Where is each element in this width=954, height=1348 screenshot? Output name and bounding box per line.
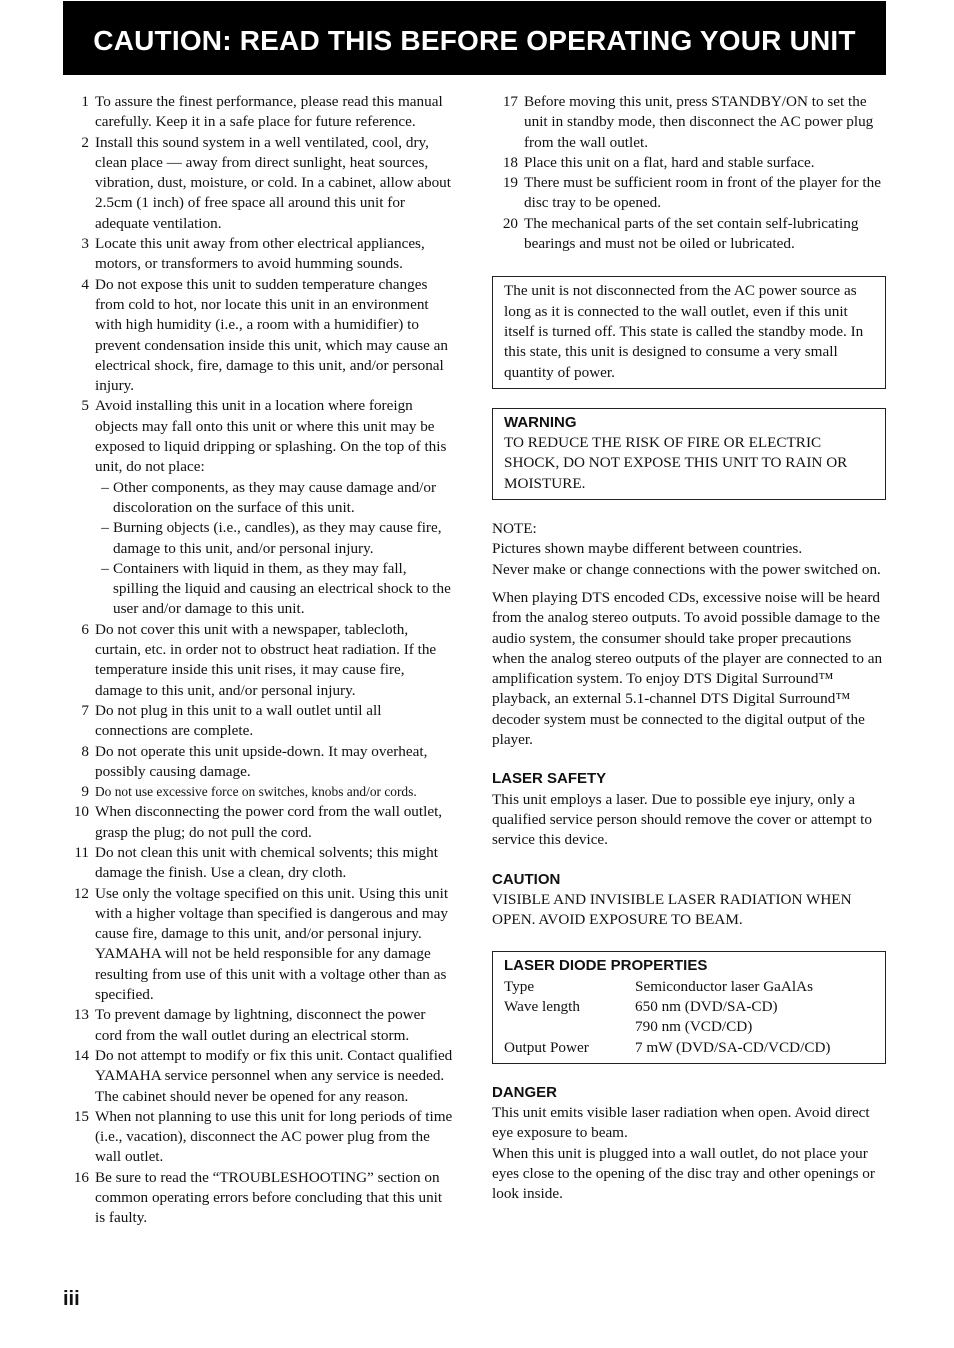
item-text: Install this sound system in a well ventilated, cool, dry, clean place — away from direct sunlight, heat sources, vibration, dust, moisture, or cold. In a cabinet, allow about 2.5cm (1 inch) of free space all around this unit for adequate ventilation. [95,133,451,232]
dash: – [101,559,109,577]
item-text: Do not clean this unit with chemical solvents; this might damage the finish. Use a clean, dry cloth. [95,843,438,882]
item-number: 2 [81,133,89,151]
list-item [492,153,886,173]
list-item [63,884,455,1006]
item-text: To assure the finest performance, please read this manual carefully. Keep it in a safe place for future reference. [95,93,443,131]
note-line: Pictures shown maybe different between countries. [492,540,803,558]
item-number: 8 [81,742,89,760]
item-number: 14 [73,1046,89,1064]
item-number: 9 [81,783,89,801]
list-item [63,92,455,133]
list-item [63,1107,455,1168]
item-number: 17 [502,93,518,110]
item-text: Locate this unit away from other electrical appliances, motors, or transformers to avoid humming sounds. [95,235,425,273]
list-item [63,133,455,234]
item-number: 11 [74,843,89,861]
danger-text: When this unit is plugged into a wall outlet, do not place your eyes close to the opening of the disc tray and other openings or look inside. [492,1144,875,1203]
dash: – [101,519,109,537]
list-item [63,1046,455,1107]
item-number: 19 [502,174,518,192]
left-column [63,92,455,1229]
list-item [492,214,886,255]
list-item [63,843,455,884]
list-item [63,234,455,275]
note-line: Never make or change connections with the power switched on. [492,560,881,578]
property-value: Semiconductor laser GaAlAs [635,977,813,995]
item-number: 3 [81,235,89,253]
standby-notice-box [492,276,886,388]
danger-text: This unit emits visible laser radiation when open. Avoid direct eye exposure to beam. [492,1104,870,1142]
caution-text: VISIBLE AND INVISIBLE LASER RADIATION WHEN OPEN. AVOID EXPOSURE TO BEAM. [492,890,852,929]
sub-item-text: Other components, as they may cause damage and/or discoloration on the surface of this unit. [113,478,437,516]
danger-heading: DANGER [492,1083,558,1101]
item-number: 6 [81,620,89,638]
sub-item-text: Burning objects (i.e., candles), as they may cause fire, damage to this unit, and/or personal injury. [113,519,442,557]
laser-safety-text: This unit employs a laser. Due to possible eye injury, only a qualified service person should remove the cover or attempt to service this device. [492,790,872,849]
page-header [63,1,886,75]
item-text: When disconnecting the power cord from the wall outlet, grasp the plug; do not pull the cord. [95,803,443,841]
sub-item [97,518,455,559]
property-label [504,1017,635,1037]
item-text: Before moving this unit, press STANDBY/ON to set the unit in standby mode, then disconnect the AC power plug from the wall outlet. [524,93,874,151]
sub-list [63,478,455,620]
item-text: Place this unit on a flat, hard and stable surface. [524,153,815,171]
warning-heading: WARNING [504,413,577,431]
list-item [63,396,455,477]
item-text: Use only the voltage specified on this unit. Using this unit with a higher voltage than specified is dangerous and may cause fire, damage to this unit, and/or personal injury. YAMAHA will not be held responsible for any damage resulting from use of this unit with a voltage other than as specified. [95,884,449,1004]
laser-diode-properties-box [492,951,886,1063]
item-number: 1 [81,93,89,110]
property-label: Output Power [504,1038,589,1056]
list-item [63,1005,455,1046]
item-text: When not planning to use this unit for long periods of time (i.e., vacation), disconnect the AC power plug from the wall outlet. [95,1107,453,1166]
caution-heading: CAUTION [492,870,561,888]
property-label: Type [504,977,535,995]
item-number: 5 [81,397,89,415]
item-number: 4 [81,275,89,293]
list-item [492,92,886,153]
item-number: 15 [73,1107,89,1125]
item-text: Do not attempt to modify or fix this unit. Contact qualified YAMAHA service personnel when any service is needed. The cabinet should never be opened for any reason. [95,1046,453,1105]
sub-item-text: Containers with liquid in them, as they may fall, spilling the liquid and causing an electrical shock to the user and/or damage to this unit. [113,559,451,618]
item-number: 16 [73,1168,89,1186]
list-item [63,1168,455,1229]
item-text: The mechanical parts of the set contain self-lubricating bearings and must not be oiled or lubricated. [524,214,859,253]
sub-item [97,478,455,519]
page-title: CAUTION: READ THIS BEFORE OPERATING YOUR UNIT [93,25,856,56]
standby-notice-text: The unit is not disconnected from the AC power source as long as it is connected to the wall outlet, even if this unit itself is turned off. This state is called the standby mode. In this state, this unit is designed to consume a very small quantity of power. [504,282,864,381]
laser-diode-heading: LASER DIODE PROPERTIES [504,957,708,975]
item-text: Do not plug in this unit to a wall outlet until all connections are complete. [95,701,382,740]
property-value: 650 nm (DVD/SA-CD) [635,997,778,1015]
list-item [63,782,455,802]
property-value: 7 mW (DVD/SA-CD/VCD/CD) [635,1038,831,1056]
item-text: Avoid installing this unit in a location where foreign objects may fall onto this unit or where this unit may be exposed to liquid dripping or splashing. On the top of this unit, do not place: [95,397,447,476]
item-text: Do not operate this unit upside-down. It may overheat, possibly causing damage. [95,742,428,780]
right-column [492,92,886,1205]
property-value: 790 nm (VCD/CD) [635,1018,753,1036]
warning-box [492,408,886,500]
dts-paragraph: When playing DTS encoded CDs, excessive noise will be heard from the analog stereo outputs. To avoid possible damage to the audio system, the consumer should take proper precautions when the analog stereo outputs of the player are connected to an amplification system. To enjoy DTS Digital Surround™ playback, an external 5.1-channel DTS Digital Surround™ decoder system must be connected to the digital output of the player. [492,588,883,749]
item-number: 7 [81,701,89,719]
warning-text: TO REDUCE THE RISK OF FIRE OR ELECTRIC SHOCK, DO NOT EXPOSE THIS UNIT TO RAIN OR MOISTURE. [504,434,848,492]
laser-diode-table [504,977,874,1058]
list-item [63,802,455,843]
list-item [63,742,455,783]
item-number: 13 [73,1006,89,1024]
item-number: 12 [73,884,89,902]
dash: – [101,478,109,496]
property-label: Wave length [504,997,580,1015]
list-item [63,701,455,742]
item-text: To prevent damage by lightning, disconnect the power cord from the wall outlet during an electrical storm. [95,1006,426,1044]
sub-item [97,559,455,620]
item-text: Do not use excessive force on switches, knobs and/or cords. [95,784,417,800]
item-number: 20 [502,214,518,232]
list-item [63,620,455,701]
note-label: NOTE: [492,520,537,538]
item-number: 18 [502,153,518,171]
item-text: Be sure to read the “TROUBLESHOOTING” section on common operating errors before concluding that this unit is faulty. [95,1168,443,1227]
list-item [492,173,886,214]
item-number: 10 [73,803,89,821]
item-text: Do not expose this unit to sudden temperature changes from cold to hot, nor locate this unit in an environment with high humidity (i.e., a room with a humidifier) to prevent condensation inside this unit, which may cause an electrical shock, fire, damage to this unit, and/or personal injury. [95,275,449,395]
list-item [63,275,455,397]
item-text: There must be sufficient room in front of the player for the disc tray to be opened. [524,174,881,212]
item-text: Do not cover this unit with a newspaper, tablecloth, curtain, etc. in order not to obstruct heat radiation. If the temperature inside this unit rises, it may cause fire, damage to this unit, and/or personal injury. [95,620,437,699]
page-number: iii [63,1288,80,1310]
laser-safety-heading: LASER SAFETY [492,770,607,788]
